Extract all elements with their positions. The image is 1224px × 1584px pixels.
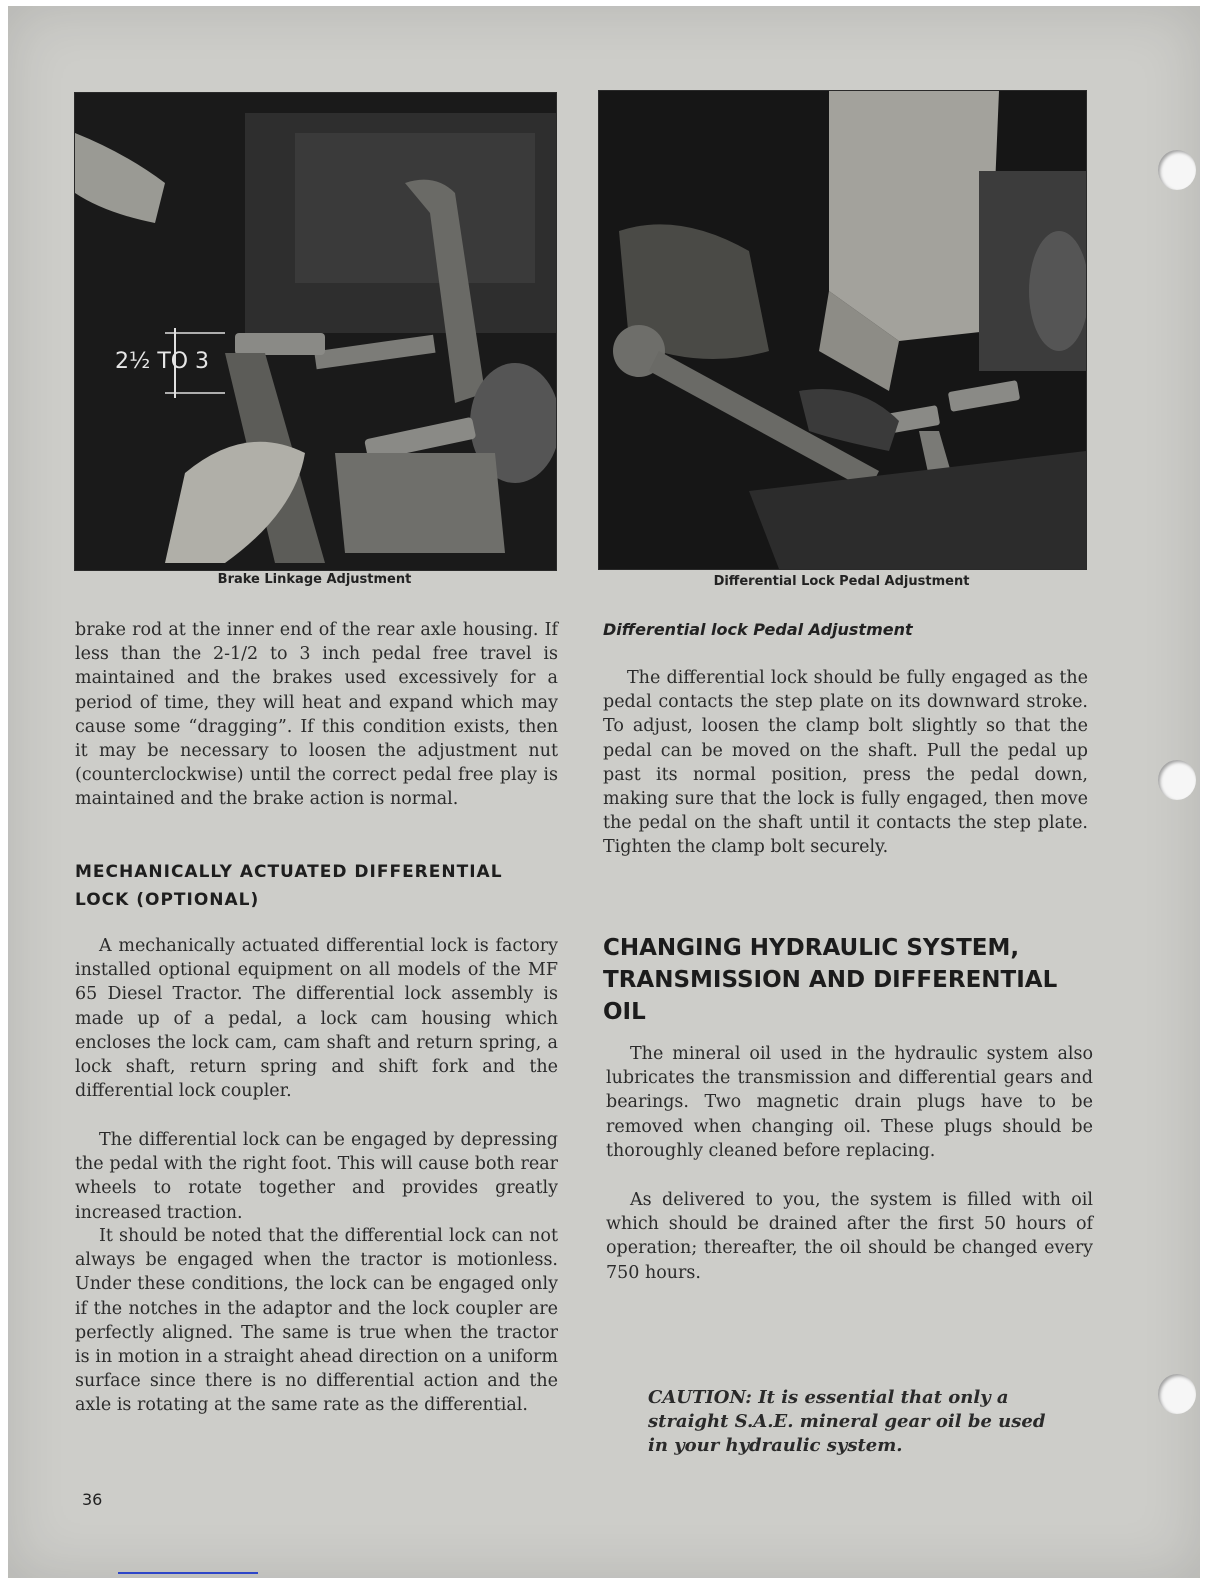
changing-oil-heading: CHANGING HYDRAULIC SYSTEM, TRANSMISSION AND DIFFERENTIAL OIL: [603, 935, 1058, 1025]
mineral-oil-paragraph: The mineral oil used in the hydraulic system also lubricates the transmission and differential gears and bearings. Two magnetic drain plugs have to be removed when changing oil. These plugs should be thoroughly cleaned before replacing.: [606, 1044, 1093, 1161]
oil-change-interval-paragraph: As delivered to you, the system is filled with oil which should be drained after the first 50 hours of operation; thereafter, the oil should be changed every 750 hours.: [606, 1190, 1093, 1283]
binder-hole-bottom: [1158, 1374, 1196, 1414]
pedal-adjustment-subheading: Differential lock Pedal Adjustment: [603, 620, 913, 639]
differential-lock-note-paragraph: It should be noted that the differential lock can not always be engaged when the tractor is motionless. Under these conditions, the lock can be engaged only if the notches in the adaptor and the lock coupler are perfectly aligned. The same is true when the tractor is in motion in a straight ahead direction on a uniform surface since there is no differential action and the axle is rotating at the same rate as the differential.: [75, 1226, 558, 1416]
measure-label: 2½ TO 3: [115, 349, 210, 374]
diff-lock-pedal-photo: [598, 90, 1087, 570]
brake-rod-paragraph: brake rod at the inner end of the rear axle housing. If less than the 2-1/2 to 3 inch pedal free travel is maintained and the brakes used excessively for a period of time, they will heat and expand which may cause some “dragging”. If this condition exists, then it may be necessary to loosen the adjustment nut (counterclockwise) until the correct pedal free play is maintained and the brake action is normal.: [75, 620, 558, 810]
left-photo-caption: Brake Linkage Adjustment: [217, 572, 412, 587]
differential-lock-heading: MECHANICALLY ACTUATED DIFFERENTIAL LOCK (OPTIONAL): [75, 862, 503, 910]
differential-lock-description: A mechanically actuated differential lock is factory installed optional equipment on all models of the MF 65 Diesel Tractor. The differential lock assembly is made up of a pedal, a lock cam housing which encloses the lock cam, cam shaft and return spring, a lock shaft, return spring and shift fork and the differential lock coupler.: [75, 936, 558, 1102]
pedal-adjustment-paragraph: The differential lock should be fully engaged as the pedal contacts the step plate on its downward stroke. To adjust, loosen the clamp bolt slightly so that the pedal can be moved on the shaft. Pull the pedal up past its normal position, press the pedal down, making sure that the lock is fully engaged, then move the pedal on the shaft until it contacts the step plate. Tighten the clamp bolt securely.: [603, 668, 1088, 858]
binder-hole-top: [1158, 150, 1196, 190]
brake-linkage-illustration: [75, 93, 556, 570]
manual-page: [8, 6, 1200, 1578]
caution-note: CAUTION: It is essential that only a straight S.A.E. mineral gear oil be used in your hydraulic system.: [648, 1387, 1046, 1456]
binder-hole-middle: [1158, 760, 1196, 800]
page-number: 36: [82, 1490, 103, 1509]
scan-edge-mark: [118, 1572, 258, 1574]
diff-lock-pedal-illustration: [599, 91, 1086, 569]
differential-lock-engage-paragraph: The differential lock can be engaged by depressing the pedal with the right foot. This will cause both rear wheels to rotate together and provides greatly increased traction.: [75, 1130, 558, 1223]
right-photo-caption: Differential Lock Pedal Adjustment: [713, 574, 970, 589]
brake-linkage-photo: [74, 92, 557, 571]
